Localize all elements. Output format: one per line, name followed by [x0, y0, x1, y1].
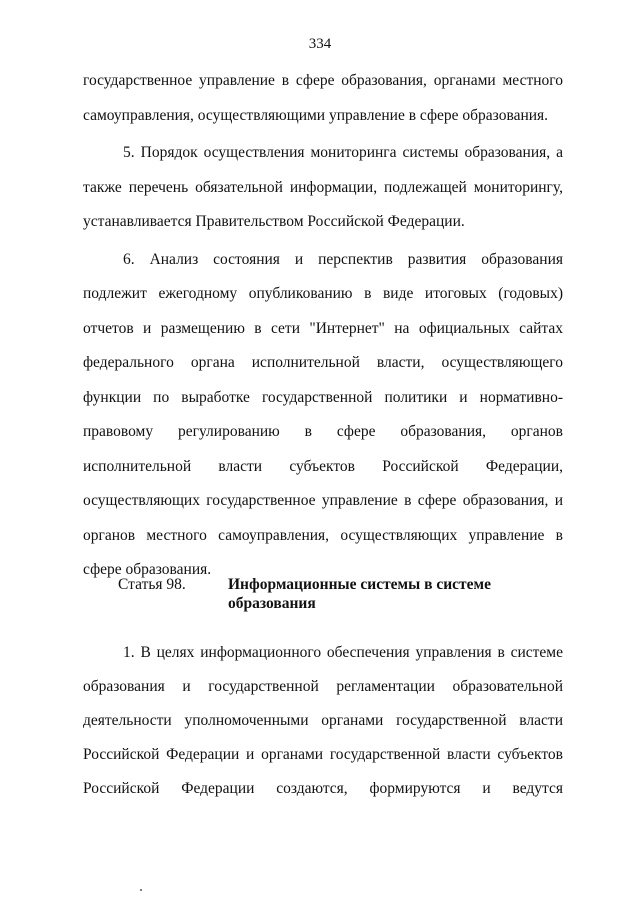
body-text-top [83, 64, 563, 588]
article-title: Информационные системы в системе образования [228, 576, 491, 612]
page-number: 334 [308, 36, 332, 52]
paragraph-continuation: государственное управление в сфере образования, органами местного самоуправления, осуществляющими управление в сфере образования. [83, 72, 563, 124]
article-label: Статья 98. [118, 576, 186, 593]
paragraph-5: 5. Порядок осуществления мониторинга системы образования, а также перечень обязательной информации, подлежащей мониторингу, устанавливается Правительством Российской Федерации. [83, 144, 563, 230]
body-text-bottom [83, 636, 563, 806]
article-paragraph-1: 1. В целях информационного обеспечения управления в системе образования и государственной регламентации образовательной деятельности уполномоченными органами государственной власти Российской Федерации и органами государственной власти субъектов Российской Федерации создаются, формируются и ведутся [83, 644, 563, 797]
scan-speck [140, 889, 142, 891]
paragraph-6: 6. Анализ состояния и перспектив развития образования подлежит ежегодному опубликованию в виде итоговых (годовых) отчетов и размещению в сети "Интернет" на официальных сайтах федерального органа исполнительной власти, осуществляющего функции по выработке государственной политики и нормативно-правовому регулированию в сфере образования, органов исполнительной власти субъектов Российской Федерации, осуществляющих государственное управление в сфере образования, и органов местного самоуправления, осуществляющих управление в сфере образования. [83, 250, 563, 578]
